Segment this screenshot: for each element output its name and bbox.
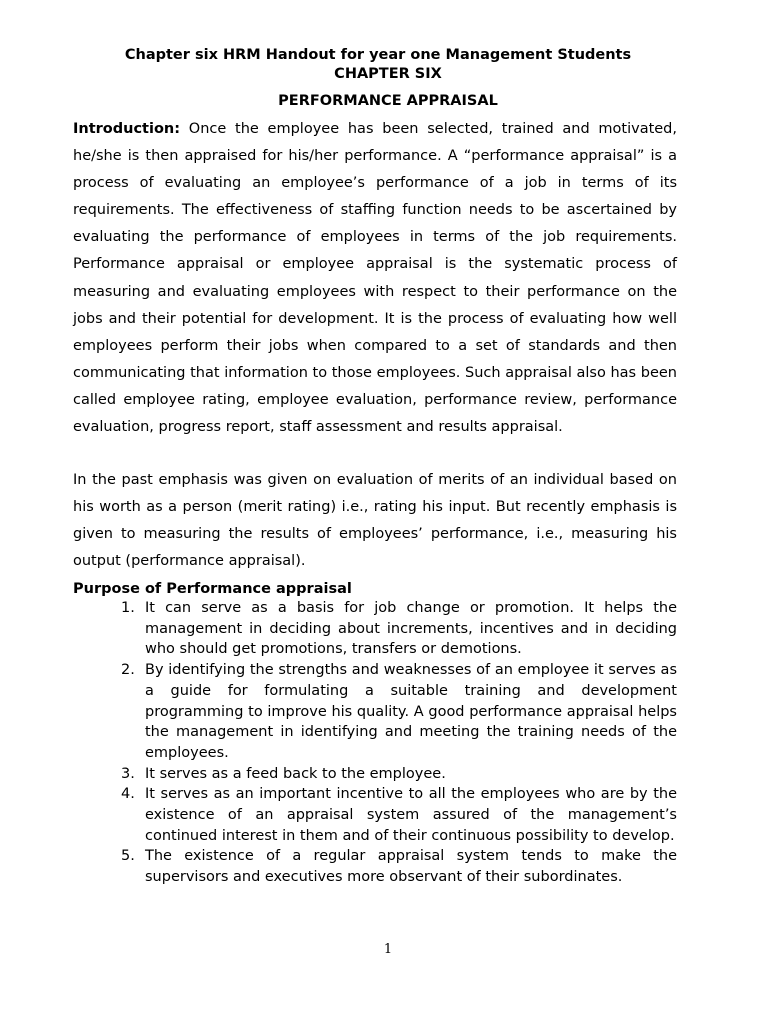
page-number: 1 xyxy=(383,942,393,957)
introduction-label: Introduction: xyxy=(73,121,181,137)
purpose-heading: Purpose of Performance appraisal xyxy=(73,581,352,597)
list-item-number: 4. xyxy=(121,786,135,803)
list-item xyxy=(73,598,677,660)
purpose-list xyxy=(73,598,677,888)
list-item-text: The existence of a regular appraisal system tends to make the supervisors and executives more observant of their subordinates. xyxy=(145,848,677,886)
list-item-text: It serves as a feed back to the employee. xyxy=(145,765,446,782)
list-item xyxy=(73,784,677,846)
introduction-text: Once the employee has been selected, trained and motivated, he/she is then appraised for his/her performance. A “performance appraisal” is a process of evaluating an employee’s performance of a job in terms of its requirements. The effectiveness of staffing function needs to be ascertained by evaluating the performance of employees in terms of the job requirements. Performance appraisal or employee appraisal is the systematic process of measuring and evaluating employees with respect to their performance on the jobs and their potential for development. It is the process of evaluating how well employees perform their jobs when compared to a set of standards and then communicating that information to those employees. Such appraisal also has been called employee rating, employee evaluation, performance review, performance evaluation, progress report, staff assessment and results appraisal. xyxy=(73,121,677,436)
past-emphasis-paragraph: In the past emphasis was given on evaluation of merits of an individual based on his worth as a person (merit rating) i.e., rating his input. But recently emphasis is given to measuring the results of employees’ performance, i.e., measuring his output (performance appraisal). xyxy=(73,472,677,570)
introduction-paragraph xyxy=(73,116,677,441)
list-item-number: 2. xyxy=(121,662,135,679)
list-item xyxy=(73,660,677,764)
list-item-number: 1. xyxy=(121,600,135,616)
list-item-text: It serves as an important incentive to all the employees who are by the existence of an appraisal system assured of the management’s continued interest in them and of their continuous possibility to develop. xyxy=(145,786,677,844)
handout-title: Chapter six HRM Handout for year one Management Students xyxy=(124,47,632,63)
section-title: PERFORMANCE APPRAISAL xyxy=(278,93,498,109)
list-item-text: By identifying the strengths and weaknesses of an employee it serves as a guide for formulating a suitable training and development programming to improve his quality. A good performance appraisal helps the management in identifying and meeting the training needs of the employees. xyxy=(145,662,677,761)
list-item xyxy=(73,764,677,785)
chapter-title: CHAPTER SIX xyxy=(334,66,442,82)
list-item-number: 5. xyxy=(121,848,135,865)
list-item-text: It can serve as a basis for job change or promotion. It helps the management in deciding about increments, incentives and in deciding who should get promotions, transfers or demotions. xyxy=(145,600,677,658)
list-item xyxy=(73,846,677,887)
list-item-number: 3. xyxy=(121,765,135,782)
